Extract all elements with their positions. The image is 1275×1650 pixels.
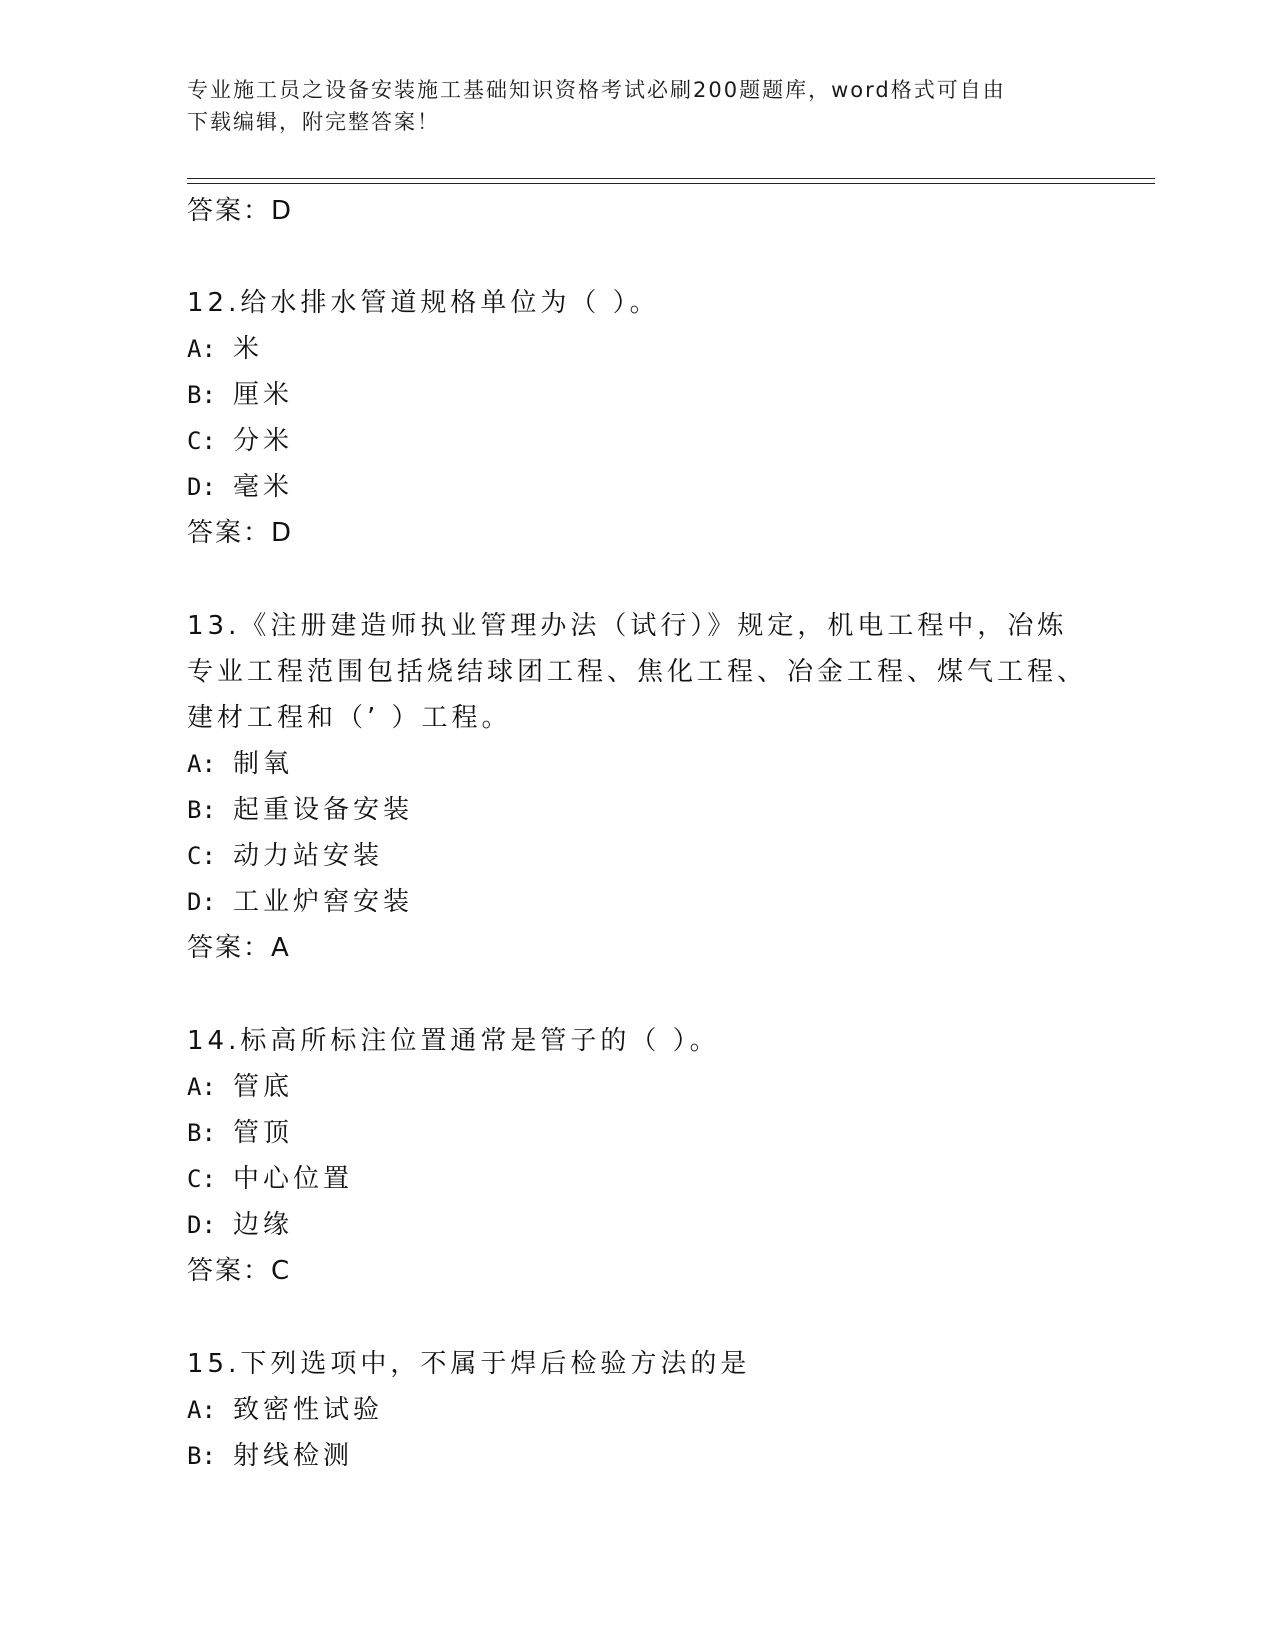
previous-answer: 答案：D <box>187 196 294 226</box>
option-text: 起重设备安装 <box>233 795 414 825</box>
option-letter: D: <box>187 888 216 916</box>
option-letter: A: <box>187 1396 216 1424</box>
question-stem: 13.《注册建造师执业管理办法（试行）》规定，机电工程中，冶炼专业工程范围包括烧结球团工程、焦化工程、冶金工程、煤气工程、建材工程和（’ ）工程。 <box>187 611 1088 733</box>
option-letter: B: <box>187 1442 216 1470</box>
option-text: 毫米 <box>233 472 294 502</box>
answer-label: 答案：D <box>187 518 294 548</box>
header-line-2: 下载编辑，附完整答案！ <box>187 110 440 134</box>
option-letter: C: <box>187 1165 216 1193</box>
option-letter: C: <box>187 842 216 870</box>
option-letter: A: <box>187 750 216 778</box>
question-12 <box>187 280 1087 556</box>
header-line-1: 专业施工员之设备安装施工基础知识资格考试必刷200题题库，word格式可自由 <box>187 78 1006 102</box>
option-letter: B: <box>187 381 216 409</box>
option-a <box>187 741 1087 787</box>
option-letter: A: <box>187 335 216 363</box>
answer-label: 答案：C <box>187 1256 292 1286</box>
option-text: 制氧 <box>233 749 294 779</box>
option-a <box>187 1064 1087 1110</box>
option-text: 动力站安装 <box>233 841 384 871</box>
option-text: 厘米 <box>233 380 294 410</box>
option-a <box>187 1387 1087 1433</box>
header-divider-bottom <box>187 183 1155 184</box>
option-text: 中心位置 <box>233 1164 354 1194</box>
option-a <box>187 326 1087 372</box>
option-letter: B: <box>187 796 216 824</box>
option-letter: A: <box>187 1073 216 1101</box>
question-stem: 15.下列选项中，不属于焊后检验方法的是 <box>187 1349 751 1379</box>
option-text: 管顶 <box>233 1118 294 1148</box>
question-list <box>187 188 1087 1479</box>
option-letter: B: <box>187 1119 216 1147</box>
option-c <box>187 833 1087 879</box>
question-stem: 14.标高所标注位置通常是管子的（ ）。 <box>187 1026 720 1056</box>
document-header <box>187 74 1067 138</box>
option-d <box>187 1202 1087 1248</box>
option-b <box>187 372 1087 418</box>
option-letter: D: <box>187 473 216 501</box>
option-letter: C: <box>187 427 216 455</box>
option-text: 米 <box>233 334 264 364</box>
header-divider-top <box>187 178 1155 179</box>
option-text: 工业炉窖安装 <box>233 887 414 917</box>
question-15 <box>187 1341 1087 1479</box>
question-14 <box>187 1018 1087 1294</box>
option-c <box>187 1156 1087 1202</box>
option-d <box>187 464 1087 510</box>
option-d <box>187 879 1087 925</box>
answer-label: 答案：A <box>187 933 291 963</box>
option-text: 致密性试验 <box>233 1395 384 1425</box>
option-text: 射线检测 <box>233 1441 354 1471</box>
question-stem: 12.给水排水管道规格单位为（ ）。 <box>187 288 660 318</box>
option-b <box>187 1433 1087 1479</box>
option-text: 边缘 <box>233 1210 294 1240</box>
question-13 <box>187 603 1087 971</box>
option-b <box>187 787 1087 833</box>
option-letter: D: <box>187 1211 216 1239</box>
option-text: 管底 <box>233 1072 294 1102</box>
option-b <box>187 1110 1087 1156</box>
option-text: 分米 <box>233 426 294 456</box>
option-c <box>187 418 1087 464</box>
